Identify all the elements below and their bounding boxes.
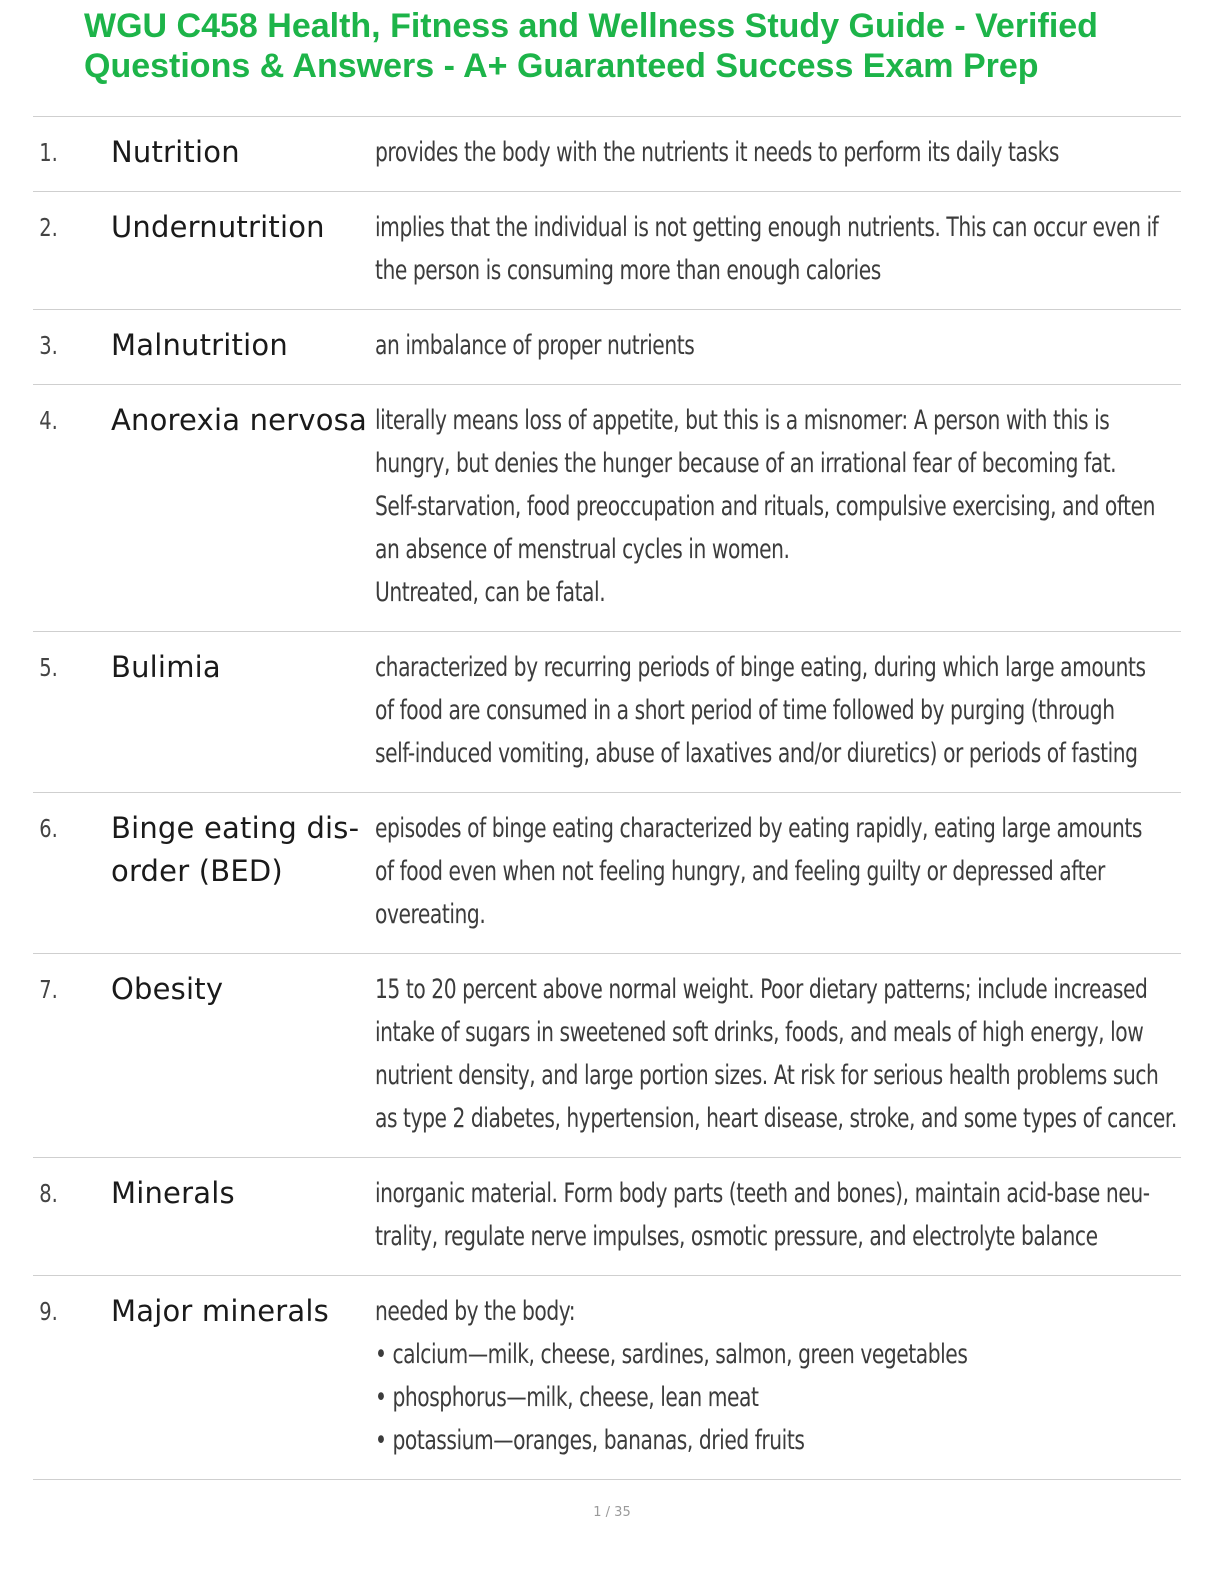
term-row bbox=[33, 793, 1181, 954]
definition-line: hungry, but denies the hunger because of an irrational fear of becoming fat. bbox=[375, 448, 1117, 479]
page-indicator: 1 / 35 bbox=[593, 1505, 631, 1520]
definition-line: needed by the body: bbox=[375, 1296, 576, 1327]
title-line-1: WGU C458 Health, Fitness and Wellness Study Guide - Verified bbox=[84, 7, 1098, 45]
definition-line: of food even when not feeling hungry, and feeling guilty or depressed after bbox=[375, 856, 1105, 887]
term-list bbox=[33, 116, 1181, 1480]
term-name bbox=[111, 807, 375, 893]
term-name-line: Bulimia bbox=[111, 650, 221, 684]
term-row bbox=[33, 117, 1181, 192]
term-name-line: Anorexia nervosa bbox=[111, 403, 367, 437]
term-number: 5. bbox=[39, 653, 58, 682]
definition-line: self-induced vomiting, abuse of laxatives and/or diuretics) or periods of fasting bbox=[375, 738, 1138, 769]
term-name bbox=[111, 1290, 375, 1333]
term-number: 4. bbox=[39, 406, 58, 435]
term-name bbox=[111, 1172, 375, 1215]
term-name bbox=[111, 646, 375, 689]
definition-line: implies that the individual is not getting enough nutrients. This can occur even if bbox=[375, 212, 1159, 243]
term-name bbox=[111, 968, 375, 1011]
definition-line: the person is consuming more than enough calories bbox=[375, 255, 881, 286]
term-name bbox=[111, 324, 375, 367]
term-name bbox=[111, 206, 375, 249]
definition-line: 15 to 20 percent above normal weight. Poor dietary patterns; include increased bbox=[375, 974, 1148, 1005]
term-name-line: Minerals bbox=[111, 1176, 235, 1210]
term-name-line: Major minerals bbox=[111, 1294, 329, 1328]
document-title bbox=[84, 6, 1184, 86]
definition-line: provides the body with the nutrients it needs to perform its daily tasks bbox=[375, 137, 1059, 168]
term-definition bbox=[375, 324, 1181, 367]
term-number: 2. bbox=[39, 213, 58, 242]
term-name bbox=[111, 399, 375, 442]
definition-line: Self-starvation, food preoccupation and rituals, compulsive exercising, and often bbox=[375, 491, 1156, 522]
title-line-2: Questions & Answers - A+ Guaranteed Success Exam Prep bbox=[84, 47, 1039, 85]
term-name-line: Obesity bbox=[111, 972, 224, 1006]
term-row bbox=[33, 192, 1181, 310]
definition-line: of food are consumed in a short period of time followed by purging (through bbox=[375, 695, 1115, 726]
term-name-line: Nutrition bbox=[111, 135, 240, 169]
definition-line: as type 2 diabetes, hypertension, heart disease, stroke, and some types of cancer. bbox=[375, 1103, 1177, 1134]
term-definition bbox=[375, 646, 1181, 775]
definition-line: Untreated, can be fatal. bbox=[375, 577, 606, 608]
term-number: 6. bbox=[39, 814, 58, 843]
term-row bbox=[33, 1276, 1181, 1480]
term-name-line: Binge eating dis- bbox=[111, 811, 360, 845]
term-name-line: Undernutrition bbox=[111, 210, 325, 244]
term-definition bbox=[375, 1172, 1181, 1258]
definition-line: • potassium—oranges, bananas, dried fruits bbox=[375, 1425, 805, 1456]
definition-line: an imbalance of proper nutrients bbox=[375, 330, 695, 361]
term-definition bbox=[375, 968, 1181, 1140]
definition-line: characterized by recurring periods of binge eating, during which large amounts bbox=[375, 652, 1146, 683]
term-name bbox=[111, 131, 375, 174]
term-row bbox=[33, 1158, 1181, 1276]
definition-line: inorganic material. Form body parts (teeth and bones), maintain acid-base neu- bbox=[375, 1178, 1150, 1209]
term-number: 1. bbox=[39, 138, 58, 167]
term-number: 3. bbox=[39, 331, 58, 360]
term-definition bbox=[375, 399, 1181, 614]
definition-line: episodes of binge eating characterized by eating rapidly, eating large amounts bbox=[375, 813, 1143, 844]
term-row bbox=[33, 310, 1181, 385]
term-definition bbox=[375, 206, 1181, 292]
term-number: 8. bbox=[39, 1179, 58, 1208]
term-row bbox=[33, 954, 1181, 1158]
term-number: 7. bbox=[39, 975, 58, 1004]
term-definition bbox=[375, 131, 1181, 174]
definition-line: overeating. bbox=[375, 899, 486, 930]
definition-line: • phosphorus—milk, cheese, lean meat bbox=[375, 1382, 759, 1413]
definition-line: literally means loss of appetite, but this is a misnomer: A person with this is bbox=[375, 405, 1110, 436]
definition-line: • calcium—milk, cheese, sardines, salmon, green vegetables bbox=[375, 1339, 968, 1370]
term-name-line: order (BED) bbox=[111, 854, 283, 888]
term-definition bbox=[375, 1290, 1181, 1462]
term-row bbox=[33, 385, 1181, 632]
term-definition bbox=[375, 807, 1181, 936]
definition-line: nutrient density, and large portion sizes. At risk for serious health problems such bbox=[375, 1060, 1159, 1091]
term-name-line: Malnutrition bbox=[111, 328, 288, 362]
term-row bbox=[33, 632, 1181, 793]
definition-line: trality, regulate nerve impulses, osmotic pressure, and electrolyte balance bbox=[375, 1221, 1098, 1252]
definition-line: intake of sugars in sweetened soft drinks, foods, and meals of high energy, low bbox=[375, 1017, 1144, 1048]
term-number: 9. bbox=[39, 1297, 58, 1326]
definition-line: an absence of menstrual cycles in women. bbox=[375, 534, 790, 565]
